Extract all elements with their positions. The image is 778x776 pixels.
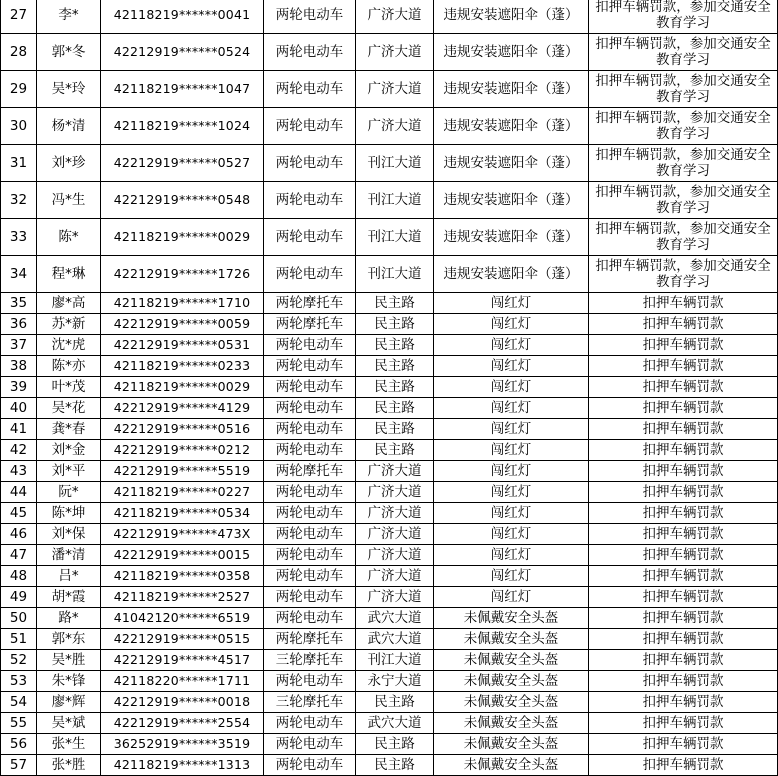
- table-row: [1, 34, 778, 71]
- row-number-cell: 35: [1, 293, 37, 314]
- penalty-cell: 扣押车辆罚款: [589, 293, 778, 314]
- violation-cell: 违规安装遮阳伞（蓬）: [434, 256, 589, 293]
- penalty-cell: 扣押车辆罚款: [589, 314, 778, 335]
- id-number-cell: 42212919******0527: [101, 145, 264, 182]
- id-number-cell: 42118219******0029: [101, 377, 264, 398]
- table-row: [1, 256, 778, 293]
- penalty-cell: 扣押车辆罚款: [589, 503, 778, 524]
- location-cell: 刊江大道: [356, 219, 434, 256]
- name-cell: 陈*: [37, 219, 101, 256]
- violation-cell: 未佩戴安全头盔: [434, 650, 589, 671]
- id-number-cell: 42118219******0358: [101, 566, 264, 587]
- table-row: [1, 335, 778, 356]
- vehicle-type-cell: 两轮电动车: [264, 71, 356, 108]
- vehicle-type-cell: 两轮电动车: [264, 671, 356, 692]
- row-number-cell: 27: [1, 0, 37, 34]
- vehicle-type-cell: 两轮电动车: [264, 419, 356, 440]
- vehicle-type-cell: 两轮电动车: [264, 734, 356, 755]
- id-number-cell: 42212919******2554: [101, 713, 264, 734]
- penalty-cell: 扣押车辆罚款: [589, 566, 778, 587]
- location-cell: 广济大道: [356, 482, 434, 503]
- violation-cell: 闯红灯: [434, 377, 589, 398]
- penalty-cell: 扣押车辆罚款: [589, 734, 778, 755]
- penalty-cell: 扣押车辆罚款: [589, 356, 778, 377]
- penalty-cell: 扣押车辆罚款: [589, 398, 778, 419]
- name-cell: 吴*花: [37, 398, 101, 419]
- id-number-cell: 41042120******6519: [101, 608, 264, 629]
- table-row: [1, 608, 778, 629]
- penalty-cell: 扣押车辆罚款: [589, 650, 778, 671]
- name-cell: 吴*斌: [37, 713, 101, 734]
- id-number-cell: 42118219******1024: [101, 108, 264, 145]
- table-row: [1, 503, 778, 524]
- table-row: [1, 398, 778, 419]
- location-cell: 广济大道: [356, 0, 434, 34]
- id-number-cell: 42118219******0029: [101, 219, 264, 256]
- location-cell: 民主路: [356, 398, 434, 419]
- name-cell: 苏*新: [37, 314, 101, 335]
- id-number-cell: 42212919******0515: [101, 629, 264, 650]
- penalty-cell: 扣押车辆罚款: [589, 692, 778, 713]
- violation-cell: 违规安装遮阳伞（蓬）: [434, 34, 589, 71]
- penalty-cell: 扣押车辆罚款: [589, 671, 778, 692]
- id-number-cell: 42212919******0516: [101, 419, 264, 440]
- table-row: [1, 671, 778, 692]
- table-row: [1, 219, 778, 256]
- id-number-cell: 42118219******1710: [101, 293, 264, 314]
- table-row: [1, 587, 778, 608]
- location-cell: 广济大道: [356, 566, 434, 587]
- row-number-cell: 44: [1, 482, 37, 503]
- violation-table-body: [1, 0, 778, 776]
- violation-cell: 闯红灯: [434, 419, 589, 440]
- violation-cell: 违规安装遮阳伞（蓬）: [434, 71, 589, 108]
- violation-cell: 未佩戴安全头盔: [434, 755, 589, 776]
- vehicle-type-cell: 两轮电动车: [264, 713, 356, 734]
- location-cell: 民主路: [356, 293, 434, 314]
- location-cell: 武穴大道: [356, 629, 434, 650]
- name-cell: 阮*: [37, 482, 101, 503]
- penalty-cell: 扣押车辆罚款，参加交通安全教育学习: [589, 0, 778, 34]
- name-cell: 刘*保: [37, 524, 101, 545]
- violation-cell: 未佩戴安全头盔: [434, 608, 589, 629]
- vehicle-type-cell: 两轮电动车: [264, 503, 356, 524]
- location-cell: 广济大道: [356, 524, 434, 545]
- table-row: [1, 461, 778, 482]
- row-number-cell: 47: [1, 545, 37, 566]
- vehicle-type-cell: 两轮电动车: [264, 377, 356, 398]
- row-number-cell: 50: [1, 608, 37, 629]
- id-number-cell: 42118219******2527: [101, 587, 264, 608]
- table-row: [1, 182, 778, 219]
- violation-cell: 违规安装遮阳伞（蓬）: [434, 0, 589, 34]
- location-cell: 广济大道: [356, 108, 434, 145]
- location-cell: 民主路: [356, 356, 434, 377]
- id-number-cell: 42212919******0548: [101, 182, 264, 219]
- name-cell: 刘*平: [37, 461, 101, 482]
- location-cell: 武穴大道: [356, 608, 434, 629]
- violation-cell: 闯红灯: [434, 461, 589, 482]
- violation-cell: 闯红灯: [434, 545, 589, 566]
- vehicle-type-cell: 两轮电动车: [264, 398, 356, 419]
- vehicle-type-cell: 两轮电动车: [264, 108, 356, 145]
- name-cell: 路*: [37, 608, 101, 629]
- id-number-cell: 42118219******1313: [101, 755, 264, 776]
- id-number-cell: 42212919******0059: [101, 314, 264, 335]
- location-cell: 广济大道: [356, 34, 434, 71]
- location-cell: 民主路: [356, 314, 434, 335]
- location-cell: 民主路: [356, 335, 434, 356]
- location-cell: 刊江大道: [356, 650, 434, 671]
- violation-cell: 闯红灯: [434, 482, 589, 503]
- name-cell: 刘*珍: [37, 145, 101, 182]
- row-number-cell: 30: [1, 108, 37, 145]
- table-row: [1, 734, 778, 755]
- id-number-cell: 36252919******3519: [101, 734, 264, 755]
- table-row: [1, 314, 778, 335]
- violation-cell: 违规安装遮阳伞（蓬）: [434, 145, 589, 182]
- id-number-cell: 42212919******4517: [101, 650, 264, 671]
- row-number-cell: 42: [1, 440, 37, 461]
- table-row: [1, 108, 778, 145]
- location-cell: 永宁大道: [356, 671, 434, 692]
- violation-cell: 闯红灯: [434, 314, 589, 335]
- row-number-cell: 41: [1, 419, 37, 440]
- vehicle-type-cell: 两轮电动车: [264, 566, 356, 587]
- table-row: [1, 545, 778, 566]
- name-cell: 叶*茂: [37, 377, 101, 398]
- location-cell: 武穴大道: [356, 713, 434, 734]
- penalty-cell: 扣押车辆罚款，参加交通安全教育学习: [589, 108, 778, 145]
- table-row: [1, 692, 778, 713]
- row-number-cell: 49: [1, 587, 37, 608]
- name-cell: 张*胜: [37, 755, 101, 776]
- name-cell: 程*琳: [37, 256, 101, 293]
- id-number-cell: 42212919******4129: [101, 398, 264, 419]
- table-row: [1, 755, 778, 776]
- row-number-cell: 29: [1, 71, 37, 108]
- violation-cell: 未佩戴安全头盔: [434, 629, 589, 650]
- violation-cell: 闯红灯: [434, 566, 589, 587]
- row-number-cell: 45: [1, 503, 37, 524]
- row-number-cell: 34: [1, 256, 37, 293]
- location-cell: 民主路: [356, 419, 434, 440]
- row-number-cell: 28: [1, 34, 37, 71]
- violation-cell: 闯红灯: [434, 587, 589, 608]
- vehicle-type-cell: 两轮电动车: [264, 755, 356, 776]
- table-row: [1, 482, 778, 503]
- name-cell: 沈*虎: [37, 335, 101, 356]
- id-number-cell: 42118219******0534: [101, 503, 264, 524]
- violation-cell: 闯红灯: [434, 293, 589, 314]
- violation-cell: 违规安装遮阳伞（蓬）: [434, 219, 589, 256]
- violation-cell: 闯红灯: [434, 503, 589, 524]
- name-cell: 朱*锋: [37, 671, 101, 692]
- table-row: [1, 713, 778, 734]
- violation-cell: 闯红灯: [434, 335, 589, 356]
- row-number-cell: 57: [1, 755, 37, 776]
- name-cell: 胡*霞: [37, 587, 101, 608]
- vehicle-type-cell: 三轮摩托车: [264, 692, 356, 713]
- vehicle-type-cell: 两轮电动车: [264, 182, 356, 219]
- penalty-cell: 扣押车辆罚款: [589, 545, 778, 566]
- vehicle-type-cell: 两轮电动车: [264, 356, 356, 377]
- penalty-cell: 扣押车辆罚款，参加交通安全教育学习: [589, 34, 778, 71]
- vehicle-type-cell: 两轮摩托车: [264, 629, 356, 650]
- vehicle-type-cell: 两轮电动车: [264, 0, 356, 34]
- penalty-cell: 扣押车辆罚款: [589, 482, 778, 503]
- table-row: [1, 524, 778, 545]
- row-number-cell: 56: [1, 734, 37, 755]
- location-cell: 广济大道: [356, 71, 434, 108]
- row-number-cell: 37: [1, 335, 37, 356]
- table-row: [1, 419, 778, 440]
- row-number-cell: 48: [1, 566, 37, 587]
- name-cell: 吴*玲: [37, 71, 101, 108]
- row-number-cell: 46: [1, 524, 37, 545]
- violation-cell: 未佩戴安全头盔: [434, 671, 589, 692]
- row-number-cell: 38: [1, 356, 37, 377]
- name-cell: 龚*春: [37, 419, 101, 440]
- penalty-cell: 扣押车辆罚款: [589, 755, 778, 776]
- id-number-cell: 42212919******0018: [101, 692, 264, 713]
- name-cell: 潘*清: [37, 545, 101, 566]
- name-cell: 陈*坤: [37, 503, 101, 524]
- violation-cell: 闯红灯: [434, 356, 589, 377]
- penalty-cell: 扣押车辆罚款: [589, 377, 778, 398]
- violation-cell: 未佩戴安全头盔: [434, 734, 589, 755]
- location-cell: 民主路: [356, 440, 434, 461]
- penalty-cell: 扣押车辆罚款: [589, 419, 778, 440]
- violation-cell: 闯红灯: [434, 440, 589, 461]
- table-row: [1, 629, 778, 650]
- table-row: [1, 145, 778, 182]
- table-row: [1, 293, 778, 314]
- vehicle-type-cell: 两轮电动车: [264, 482, 356, 503]
- vehicle-type-cell: 两轮电动车: [264, 545, 356, 566]
- name-cell: 张*生: [37, 734, 101, 755]
- location-cell: 民主路: [356, 377, 434, 398]
- name-cell: 冯*生: [37, 182, 101, 219]
- name-cell: 陈*亦: [37, 356, 101, 377]
- id-number-cell: 42118220******1711: [101, 671, 264, 692]
- name-cell: 吴*胜: [37, 650, 101, 671]
- table-row: [1, 71, 778, 108]
- id-number-cell: 42212919******473X: [101, 524, 264, 545]
- location-cell: 民主路: [356, 734, 434, 755]
- row-number-cell: 53: [1, 671, 37, 692]
- name-cell: 廖*高: [37, 293, 101, 314]
- id-number-cell: 42212919******0531: [101, 335, 264, 356]
- vehicle-type-cell: 两轮电动车: [264, 34, 356, 71]
- location-cell: 刊江大道: [356, 182, 434, 219]
- table-row: [1, 0, 778, 34]
- row-number-cell: 32: [1, 182, 37, 219]
- name-cell: 杨*清: [37, 108, 101, 145]
- violation-cell: 闯红灯: [434, 398, 589, 419]
- table-row: [1, 440, 778, 461]
- id-number-cell: 42212919******5519: [101, 461, 264, 482]
- penalty-cell: 扣押车辆罚款: [589, 629, 778, 650]
- location-cell: 广济大道: [356, 587, 434, 608]
- penalty-cell: 扣押车辆罚款，参加交通安全教育学习: [589, 256, 778, 293]
- vehicle-type-cell: 两轮电动车: [264, 219, 356, 256]
- violation-cell: 未佩戴安全头盔: [434, 692, 589, 713]
- vehicle-type-cell: 两轮电动车: [264, 440, 356, 461]
- id-number-cell: 42118219******0041: [101, 0, 264, 34]
- vehicle-type-cell: 两轮摩托车: [264, 293, 356, 314]
- penalty-cell: 扣押车辆罚款，参加交通安全教育学习: [589, 219, 778, 256]
- penalty-cell: 扣押车辆罚款: [589, 335, 778, 356]
- row-number-cell: 43: [1, 461, 37, 482]
- penalty-cell: 扣押车辆罚款，参加交通安全教育学习: [589, 71, 778, 108]
- vehicle-type-cell: 两轮电动车: [264, 587, 356, 608]
- id-number-cell: 42118219******0233: [101, 356, 264, 377]
- name-cell: 郭*冬: [37, 34, 101, 71]
- vehicle-type-cell: 两轮电动车: [264, 524, 356, 545]
- location-cell: 刊江大道: [356, 256, 434, 293]
- penalty-cell: 扣押车辆罚款: [589, 524, 778, 545]
- penalty-cell: 扣押车辆罚款: [589, 461, 778, 482]
- location-cell: 广济大道: [356, 461, 434, 482]
- name-cell: 刘*金: [37, 440, 101, 461]
- location-cell: 广济大道: [356, 503, 434, 524]
- vehicle-type-cell: 三轮摩托车: [264, 650, 356, 671]
- penalty-cell: 扣押车辆罚款，参加交通安全教育学习: [589, 145, 778, 182]
- violation-cell: 闯红灯: [434, 524, 589, 545]
- table-row: [1, 650, 778, 671]
- name-cell: 郭*东: [37, 629, 101, 650]
- penalty-cell: 扣押车辆罚款: [589, 713, 778, 734]
- vehicle-type-cell: 两轮摩托车: [264, 461, 356, 482]
- penalty-cell: 扣押车辆罚款，参加交通安全教育学习: [589, 182, 778, 219]
- row-number-cell: 40: [1, 398, 37, 419]
- table-row: [1, 377, 778, 398]
- id-number-cell: 42212919******0524: [101, 34, 264, 71]
- penalty-cell: 扣押车辆罚款: [589, 440, 778, 461]
- name-cell: 吕*: [37, 566, 101, 587]
- violation-cell: 违规安装遮阳伞（蓬）: [434, 108, 589, 145]
- name-cell: 廖*辉: [37, 692, 101, 713]
- row-number-cell: 36: [1, 314, 37, 335]
- id-number-cell: 42212919******0212: [101, 440, 264, 461]
- row-number-cell: 39: [1, 377, 37, 398]
- table-row: [1, 566, 778, 587]
- id-number-cell: 42118219******0227: [101, 482, 264, 503]
- location-cell: 刊江大道: [356, 145, 434, 182]
- row-number-cell: 54: [1, 692, 37, 713]
- id-number-cell: 42118219******1047: [101, 71, 264, 108]
- penalty-cell: 扣押车辆罚款: [589, 587, 778, 608]
- name-cell: 李*: [37, 0, 101, 34]
- violation-cell: 违规安装遮阳伞（蓬）: [434, 182, 589, 219]
- table-row: [1, 356, 778, 377]
- location-cell: 民主路: [356, 755, 434, 776]
- vehicle-type-cell: 两轮摩托车: [264, 314, 356, 335]
- id-number-cell: 42212919******0015: [101, 545, 264, 566]
- row-number-cell: 33: [1, 219, 37, 256]
- row-number-cell: 52: [1, 650, 37, 671]
- vehicle-type-cell: 两轮电动车: [264, 256, 356, 293]
- penalty-cell: 扣押车辆罚款: [589, 608, 778, 629]
- location-cell: 广济大道: [356, 545, 434, 566]
- id-number-cell: 42212919******1726: [101, 256, 264, 293]
- violation-cell: 未佩戴安全头盔: [434, 713, 589, 734]
- vehicle-type-cell: 两轮电动车: [264, 608, 356, 629]
- vehicle-type-cell: 两轮电动车: [264, 145, 356, 182]
- row-number-cell: 31: [1, 145, 37, 182]
- vehicle-type-cell: 两轮电动车: [264, 335, 356, 356]
- row-number-cell: 51: [1, 629, 37, 650]
- location-cell: 民主路: [356, 692, 434, 713]
- row-number-cell: 55: [1, 713, 37, 734]
